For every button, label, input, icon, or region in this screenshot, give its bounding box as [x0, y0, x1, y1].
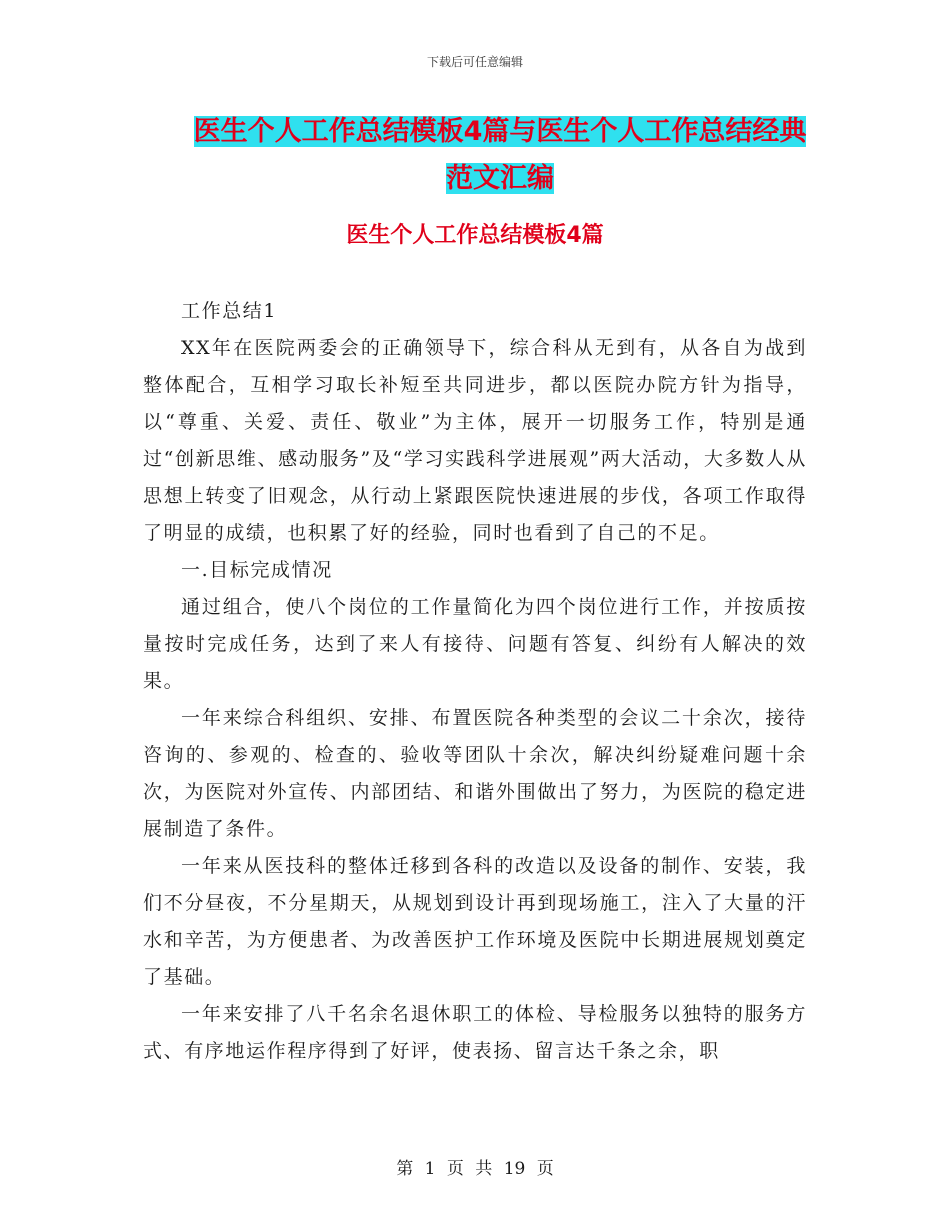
document-body	[143, 293, 807, 1070]
paragraph: 通过组合，使八个岗位的工作量简化为四个岗位进行工作，并按质按量按时完成任务，达到了来人有接待、问题有答复、纠纷有人解决的效果。	[143, 596, 807, 692]
paragraph: 一年来安排了八千名余名退休职工的体检、导检服务以独特的服务方式、有序地运作程序得到了好评，使表扬、留言达千条之余，职	[143, 1003, 807, 1062]
paragraph: XX年在医院两委会的正确领导下，综合科从无到有，从各自为战到整体配合，互相学习取长补短至共同进步，都以医院办院方针为指导，以“尊重、关爱、责任、敬业”为主体，展开一切服务工作，特别是通过“创新思维、感动服务”及“学习实践科学进展观”两大活动，大多数人从思想上转变了旧观念，从行动上紧跟医院快速进展的步伐，各项工作取得了明显的成绩，也积累了好的经验，同时也看到了自己的不足。	[143, 337, 807, 544]
document-title	[190, 108, 810, 202]
header-note: 下载后可任意编辑	[426, 55, 523, 69]
paragraph: 一年来从医技科的整体迁移到各科的改造以及设备的制作、安装，我们不分昼夜，不分星期天，从规划到设计再到现场施工，注入了大量的汗水和辛苦，为方便患者、为改善医护工作环境及医院中长期进展规划奠定了基础。	[143, 855, 807, 988]
document-title-text: 医生个人工作总结模板4篇与医生个人工作总结经典范文汇编	[193, 116, 807, 194]
paragraph: 一年来综合科组织、安排、布置医院各种类型的会议二十余次，接待咨询的、参观的、检查的、验收等团队十余次，解决纠纷疑难问题十余次，为医院对外宣传、内部团结、和谐外围做出了努力，为医院的稳定进展制造了条件。	[143, 707, 807, 840]
paragraph-heading-2: 一.目标完成情况	[181, 559, 333, 581]
page-footer: 第 1 页 共 19 页	[396, 1159, 554, 1179]
paragraph-heading-1: 工作总结1	[181, 300, 278, 322]
section-title: 医生个人工作总结模板4篇	[346, 223, 604, 248]
